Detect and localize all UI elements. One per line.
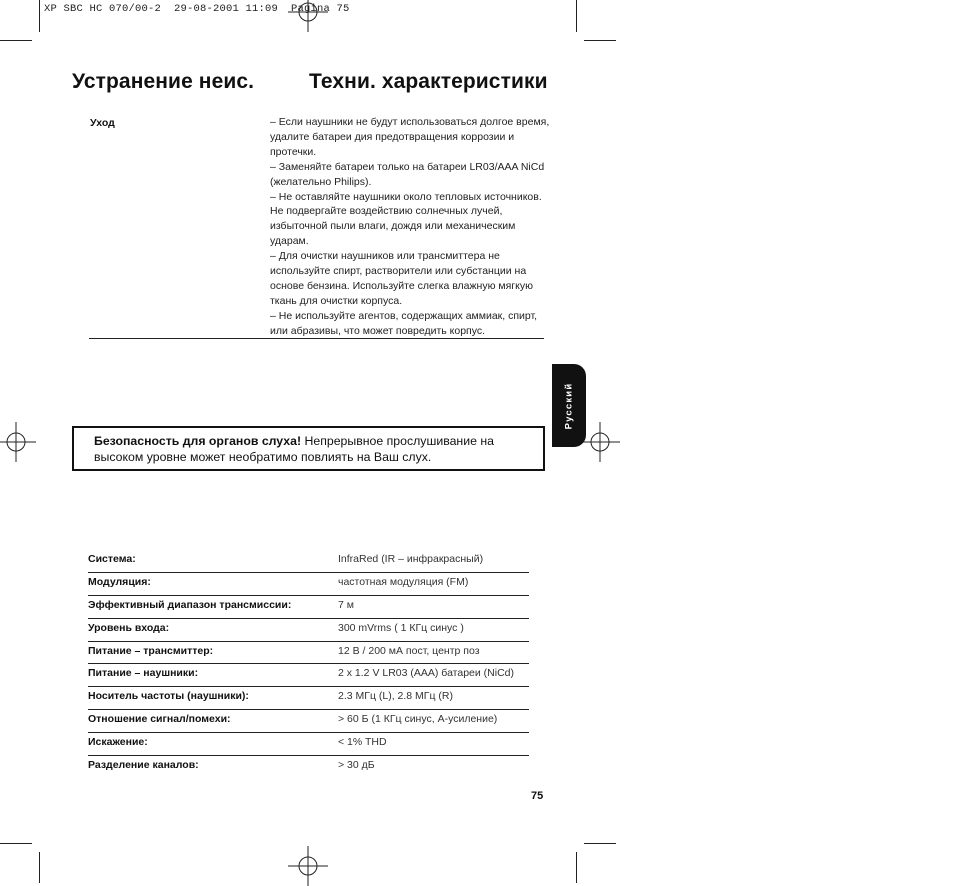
spec-label: Носитель частоты (наушники): xyxy=(88,690,249,703)
warning-heading: Безопасность для органов слуха! xyxy=(94,434,302,448)
hearing-safety-warning xyxy=(72,426,545,471)
spec-value: 12 В / 200 мА пост, центр поз xyxy=(338,644,480,657)
warning-text xyxy=(94,434,534,465)
spec-label: Эффективный диапазон трансмиссии: xyxy=(88,598,292,611)
table-row xyxy=(88,596,529,619)
section-title-troubleshooting: Устранение неис. xyxy=(72,70,255,93)
spec-label: Питание – трансмиттер: xyxy=(88,644,214,657)
spec-value: InfraRed (IR – инфракрасный) xyxy=(338,553,484,565)
registration-mark-icon xyxy=(288,0,328,32)
table-row xyxy=(88,642,529,665)
crop-mark xyxy=(584,40,616,41)
crop-mark xyxy=(576,0,577,32)
spec-label: Модуляция: xyxy=(88,575,151,588)
care-item: – Не используйте агентов, содержащих аммиак, спирт, или абразивы, что может повредить корпус. xyxy=(270,309,538,337)
care-item: – Если наушники не будут использоваться долгое время, удалите батареи дия предотвращения коррозии и протечки. xyxy=(270,116,550,158)
spec-value: 2 x 1.2 V LR03 (AAA) батареи (NiCd) xyxy=(338,667,515,680)
spec-value: > 60 Б (1 КГц синус, A-усиление) xyxy=(338,713,498,726)
care-item: – Не оставляйте наушники около тепловых источников. Не подвергайте воздействию солнечных лучей, избыточной пыли влаги, дождя или механическим ударам. xyxy=(270,190,542,248)
table-row xyxy=(88,687,529,710)
table-row xyxy=(88,710,529,733)
crop-mark xyxy=(39,0,40,32)
table-row xyxy=(88,756,529,778)
page-number: 75 xyxy=(531,790,544,802)
spec-label: Разделение каналов: xyxy=(88,759,199,772)
table-row xyxy=(88,619,529,642)
registration-mark-icon xyxy=(580,422,620,462)
crop-mark xyxy=(39,852,40,883)
spec-value: > 30 дБ xyxy=(338,759,375,772)
table-row xyxy=(88,664,529,687)
care-item: – Для очистки наушников или трансмиттера не используйте спирт, растворители или субстанции на основе бензина. Используйте слегка влажную мягкую ткань для очистки корпуса. xyxy=(270,250,533,307)
spec-label: Питание – наушники: xyxy=(88,667,199,680)
spec-label: Уровень входа: xyxy=(88,621,170,634)
language-tab-label: Русский xyxy=(563,382,575,429)
crop-mark xyxy=(0,40,32,41)
print-slug: XP SBC HC 070/00-2 29-08-2001 11:09 Pagina 75 xyxy=(44,3,350,15)
warning-body: Непрерывное прослушивание на высоком уровне может необратимо повлиять на Ваш слух. xyxy=(94,434,494,464)
language-tab xyxy=(552,364,586,447)
crop-mark xyxy=(0,843,32,844)
crop-mark xyxy=(584,843,616,844)
registration-mark-icon xyxy=(0,422,36,462)
care-label: Уход xyxy=(90,117,115,129)
spec-label: Система: xyxy=(88,553,136,565)
care-item: – Заменяйте батареи только на батареи LR03/AAA NiCd (желательно Philips). xyxy=(270,160,545,188)
spec-value: 2.3 МГц (L), 2.8 МГц (R) xyxy=(338,690,453,703)
crop-mark xyxy=(576,852,577,883)
section-title-specifications: Техни. характеристики xyxy=(309,70,548,93)
care-instructions xyxy=(270,115,552,339)
table-row xyxy=(88,550,529,573)
spec-value: частотная модуляция (FM) xyxy=(338,575,469,588)
registration-mark-icon xyxy=(288,846,328,886)
table-row xyxy=(88,573,529,596)
table-row xyxy=(88,733,529,756)
spec-label: Искажение: xyxy=(88,736,148,749)
specifications-table xyxy=(88,550,529,778)
section-divider xyxy=(89,338,544,339)
spec-value: 300 mVrms ( 1 КГц синус ) xyxy=(338,621,464,634)
spec-value: 7 м xyxy=(338,598,354,611)
spec-value: < 1% THD xyxy=(338,736,387,749)
spec-label: Отношение сигнал/помехи: xyxy=(88,713,231,726)
